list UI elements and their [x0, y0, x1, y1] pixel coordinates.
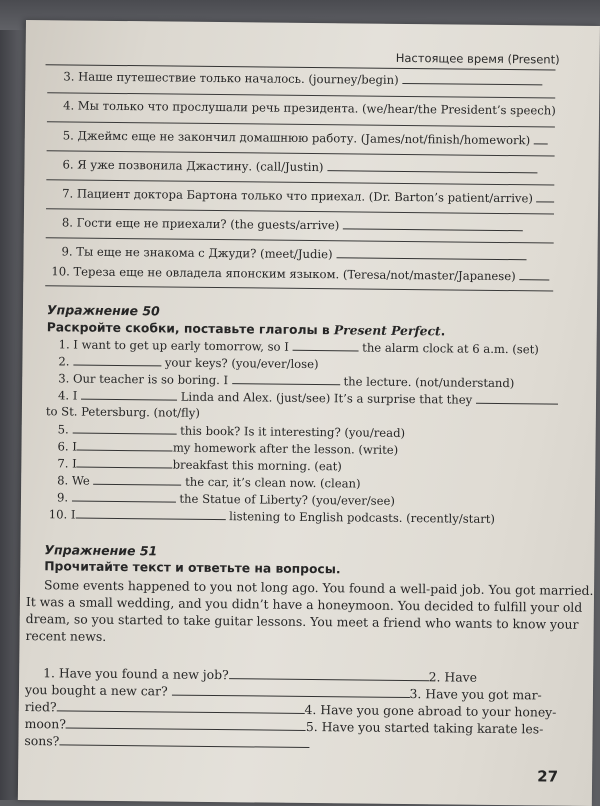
ex49-item-8: 8. Гости еще не приехали? (the guests/arrive) — [62, 214, 523, 234]
answer-line — [45, 285, 553, 291]
ex49-item-5: 5. Джеймс еще не закончил домашнюю работу. (James/not/finish/homework) — [63, 127, 548, 147]
ex50-item: 7. I breakfast this morning. (eat) — [57, 456, 342, 474]
ex50-item: 3. Our teacher is so boring. I the lecture. (not/understand) — [58, 371, 515, 391]
ex50-item: 1. I want to get up early tomorrow, so I the alarm clock at 6 a.m. (set) — [58, 337, 539, 357]
answer-line — [47, 150, 555, 156]
ex50-item: 6. I my homework after the lesson. (write) — [57, 439, 399, 457]
answer-line — [46, 179, 554, 185]
ex51-paragraph-line: Some events happened to you not long ago. You found a well-paid job. You got married. — [44, 577, 594, 598]
ex50-item: 10. I listening to English podcasts. (recently/start) — [48, 507, 496, 526]
ex49-item-7: 7. Пациент доктора Бартона только что приехал. (Dr. Barton’s patient/arrive) — [62, 185, 555, 205]
page-number: 27 — [537, 767, 559, 786]
ex51-paragraph-line: recent news. — [25, 628, 107, 644]
ex50-item: 5. this book? Is it interesting? (you/read) — [57, 422, 406, 440]
ex51-paragraph-line: dream, so you started to take guitar lessons. You meet a friend who wants to know your — [25, 611, 579, 632]
answer-line — [47, 92, 555, 98]
ex49-item-3: 3. Наше путешествие только началось. (journey/begin) — [63, 68, 542, 88]
ex50-title: Упражнение 50 — [46, 302, 160, 319]
ex51-question-line: you bought a new car? 3. Have you got mar- — [24, 682, 542, 703]
ex49-item-10: 10. Тереза еще не овладела японским языком. (Teresa/not/master/Japanese) — [51, 263, 549, 283]
ex51-paragraph-line: It was a small wedding, and you didn’t have a honeymoon. You decided to fulfill your old — [25, 594, 583, 615]
ex50-item: 4. I Linda and Alex. (just/see) It’s a surprise that they — [58, 387, 558, 407]
ex50-item: 8. We the car, it’s clean now. (clean) — [57, 473, 361, 491]
answer-line — [47, 121, 555, 127]
ex51-question-line: sons? — [24, 732, 309, 752]
ex49-item-4: 4. Мы только что прослушали речь президента. (we/hear/the President’s speech) — [63, 98, 556, 118]
ex51-question-line: 1. Have you found a new job? 2. Have — [43, 665, 478, 685]
book-page — [18, 20, 600, 806]
ex51-instruction: Прочитайте текст и ответьте на вопросы. — [44, 559, 341, 577]
ex49-item-6: 6. Я уже позвонила Джастину. (call/Justin) — [62, 156, 537, 176]
ex50-item: 9. the Statue of Liberty? (you/ever/see) — [56, 490, 395, 508]
ex49-item-9: 9. Ты еще не знакома с Джуди? (meet/Judie) — [62, 243, 527, 263]
ex51-question-line: ried? 4. Have you gone abroad to your honey- — [24, 699, 557, 720]
ex50-item: to St. Petersburg. (not/fly) — [45, 404, 200, 420]
ex50-instruction: Раскройте скобки, поставьте глаголы в Present Perfect. — [46, 320, 446, 339]
running-head: Настоящее время (Present) — [395, 50, 560, 67]
ex51-title: Упражнение 51 — [44, 542, 158, 559]
ex51-question-line: moon? 5. Have you started taking karate les- — [24, 716, 544, 737]
ex50-item: 2. your keys? (you/ever/lose) — [58, 354, 319, 372]
answer-line — [46, 237, 554, 243]
answer-line — [46, 208, 554, 214]
